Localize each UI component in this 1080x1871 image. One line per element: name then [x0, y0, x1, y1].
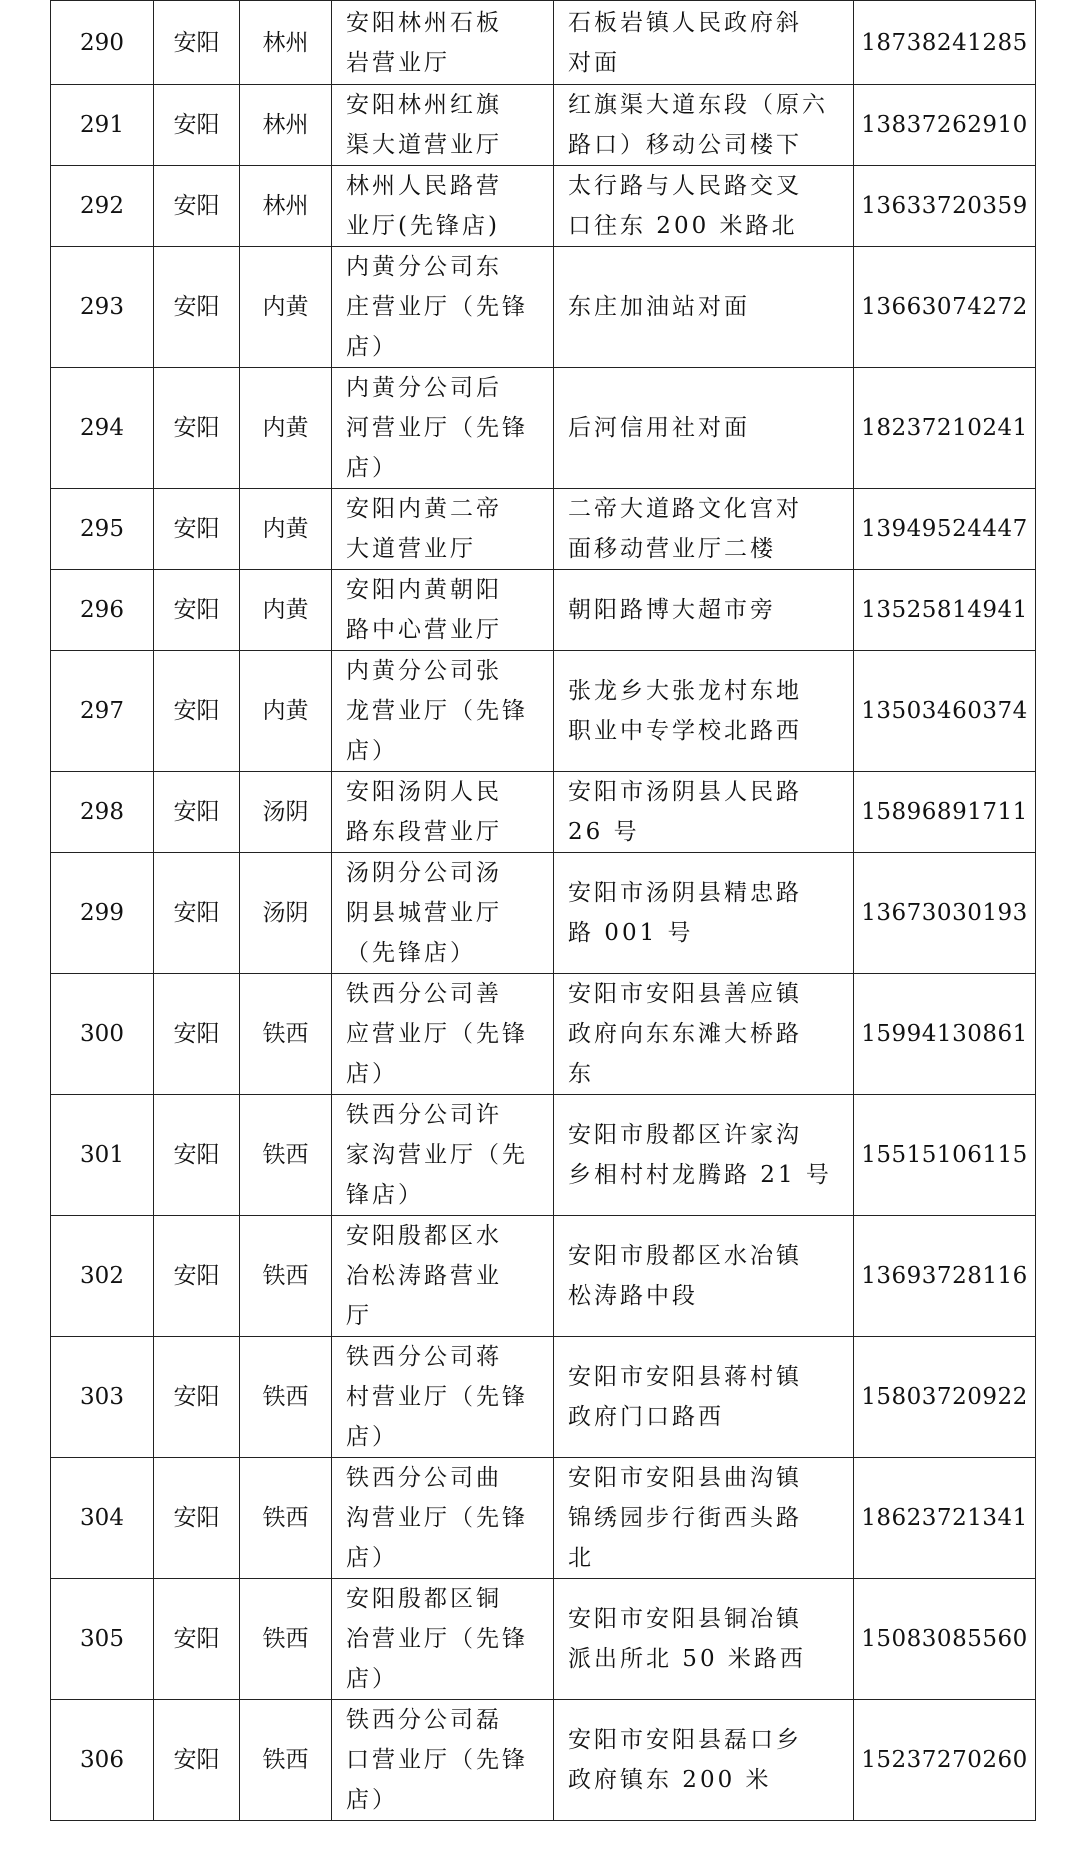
- city-cell: 安阳: [154, 853, 240, 974]
- row-number: 295: [51, 489, 154, 570]
- row-number: 303: [51, 1337, 154, 1458]
- table-row: [51, 1, 1036, 85]
- row-number: 291: [51, 85, 154, 166]
- row-number: 298: [51, 772, 154, 853]
- address-cell: 安阳市殷都区许家沟 乡相村村龙腾路 21 号: [554, 1095, 854, 1216]
- phone-cell: 13673030193: [854, 853, 1036, 974]
- store-name-cell: 铁西分公司许 家沟营业厅（先 锋店）: [332, 1095, 554, 1216]
- county-cell: 铁西: [240, 1458, 332, 1579]
- row-number: 290: [51, 1, 154, 85]
- store-name-cell: 安阳殷都区水 冶松涛路营业 厅: [332, 1216, 554, 1337]
- address-cell: 张龙乡大张龙村东地 职业中专学校北路西: [554, 651, 854, 772]
- phone-cell: 15896891711: [854, 772, 1036, 853]
- store-name-cell: 铁西分公司蒋 村营业厅（先锋 店）: [332, 1337, 554, 1458]
- row-number: 294: [51, 368, 154, 489]
- city-cell: 安阳: [154, 1216, 240, 1337]
- phone-cell: 15515106115: [854, 1095, 1036, 1216]
- phone-cell: 13949524447: [854, 489, 1036, 570]
- store-name-cell: 林州人民路营 业厅(先锋店): [332, 166, 554, 247]
- table-row: [51, 974, 1036, 1095]
- row-number: 304: [51, 1458, 154, 1579]
- address-cell: 安阳市汤阴县人民路 26 号: [554, 772, 854, 853]
- city-cell: 安阳: [154, 489, 240, 570]
- store-name-cell: 安阳内黄朝阳 路中心营业厅: [332, 570, 554, 651]
- phone-cell: 13503460374: [854, 651, 1036, 772]
- store-name-cell: 汤阴分公司汤 阴县城营业厅 （先锋店）: [332, 853, 554, 974]
- city-cell: 安阳: [154, 772, 240, 853]
- city-cell: 安阳: [154, 1, 240, 85]
- row-number: 306: [51, 1700, 154, 1821]
- county-cell: 铁西: [240, 1337, 332, 1458]
- store-name-cell: 铁西分公司善 应营业厅（先锋 店）: [332, 974, 554, 1095]
- table-row: [51, 772, 1036, 853]
- table-body: [51, 1, 1036, 1821]
- table-row: [51, 489, 1036, 570]
- county-cell: 内黄: [240, 570, 332, 651]
- phone-cell: 15994130861: [854, 974, 1036, 1095]
- phone-cell: 15237270260: [854, 1700, 1036, 1821]
- row-number: 299: [51, 853, 154, 974]
- table-row: [51, 570, 1036, 651]
- city-cell: 安阳: [154, 1095, 240, 1216]
- table-row: [51, 1095, 1036, 1216]
- city-cell: 安阳: [154, 974, 240, 1095]
- store-name-cell: 安阳殷都区铜 冶营业厅（先锋 店）: [332, 1579, 554, 1700]
- table-row: [51, 166, 1036, 247]
- address-cell: 安阳市安阳县曲沟镇 锦绣园步行街西头路 北: [554, 1458, 854, 1579]
- phone-cell: 13693728116: [854, 1216, 1036, 1337]
- table-row: [51, 1216, 1036, 1337]
- county-cell: 内黄: [240, 651, 332, 772]
- address-cell: 安阳市安阳县蒋村镇 政府门口路西: [554, 1337, 854, 1458]
- address-cell: 石板岩镇人民政府斜 对面: [554, 1, 854, 85]
- phone-cell: 18623721341: [854, 1458, 1036, 1579]
- table-row: [51, 1458, 1036, 1579]
- store-name-cell: 内黄分公司后 河营业厅（先锋 店）: [332, 368, 554, 489]
- county-cell: 林州: [240, 1, 332, 85]
- row-number: 293: [51, 247, 154, 368]
- address-cell: 红旗渠大道东段（原六 路口）移动公司楼下: [554, 85, 854, 166]
- store-name-cell: 安阳林州红旗 渠大道营业厅: [332, 85, 554, 166]
- address-cell: 安阳市殷都区水冶镇 松涛路中段: [554, 1216, 854, 1337]
- table-row: [51, 247, 1036, 368]
- city-cell: 安阳: [154, 570, 240, 651]
- table-row: [51, 85, 1036, 166]
- address-cell: 东庄加油站对面: [554, 247, 854, 368]
- city-cell: 安阳: [154, 651, 240, 772]
- address-cell: 二帝大道路文化宫对 面移动营业厅二楼: [554, 489, 854, 570]
- row-number: 297: [51, 651, 154, 772]
- address-cell: 太行路与人民路交叉 口往东 200 米路北: [554, 166, 854, 247]
- city-cell: 安阳: [154, 85, 240, 166]
- phone-cell: 13633720359: [854, 166, 1036, 247]
- city-cell: 安阳: [154, 368, 240, 489]
- store-table: [50, 0, 1036, 1821]
- store-name-cell: 铁西分公司磊 口营业厅（先锋 店）: [332, 1700, 554, 1821]
- phone-cell: 18738241285: [854, 1, 1036, 85]
- county-cell: 铁西: [240, 1216, 332, 1337]
- city-cell: 安阳: [154, 166, 240, 247]
- store-name-cell: 安阳内黄二帝 大道营业厅: [332, 489, 554, 570]
- county-cell: 内黄: [240, 247, 332, 368]
- city-cell: 安阳: [154, 247, 240, 368]
- store-name-cell: 安阳林州石板 岩营业厅: [332, 1, 554, 85]
- county-cell: 汤阴: [240, 772, 332, 853]
- county-cell: 内黄: [240, 489, 332, 570]
- address-cell: 安阳市安阳县磊口乡 政府镇东 200 米: [554, 1700, 854, 1821]
- county-cell: 林州: [240, 85, 332, 166]
- row-number: 296: [51, 570, 154, 651]
- row-number: 292: [51, 166, 154, 247]
- county-cell: 铁西: [240, 1579, 332, 1700]
- phone-cell: 15803720922: [854, 1337, 1036, 1458]
- table-row: [51, 1337, 1036, 1458]
- store-name-cell: 安阳汤阴人民 路东段营业厅: [332, 772, 554, 853]
- phone-cell: 13663074272: [854, 247, 1036, 368]
- row-number: 302: [51, 1216, 154, 1337]
- address-cell: 后河信用社对面: [554, 368, 854, 489]
- row-number: 305: [51, 1579, 154, 1700]
- phone-cell: 15083085560: [854, 1579, 1036, 1700]
- address-cell: 朝阳路博大超市旁: [554, 570, 854, 651]
- table-row: [51, 853, 1036, 974]
- city-cell: 安阳: [154, 1700, 240, 1821]
- county-cell: 铁西: [240, 974, 332, 1095]
- phone-cell: 13525814941: [854, 570, 1036, 651]
- table-row: [51, 1579, 1036, 1700]
- county-cell: 内黄: [240, 368, 332, 489]
- county-cell: 铁西: [240, 1700, 332, 1821]
- table-row: [51, 368, 1036, 489]
- table-row: [51, 1700, 1036, 1821]
- store-name-cell: 内黄分公司张 龙营业厅（先锋 店）: [332, 651, 554, 772]
- county-cell: 汤阴: [240, 853, 332, 974]
- city-cell: 安阳: [154, 1458, 240, 1579]
- address-cell: 安阳市安阳县善应镇 政府向东东滩大桥路 东: [554, 974, 854, 1095]
- store-name-cell: 铁西分公司曲 沟营业厅（先锋 店）: [332, 1458, 554, 1579]
- phone-cell: 18237210241: [854, 368, 1036, 489]
- row-number: 301: [51, 1095, 154, 1216]
- store-name-cell: 内黄分公司东 庄营业厅（先锋 店）: [332, 247, 554, 368]
- city-cell: 安阳: [154, 1337, 240, 1458]
- address-cell: 安阳市安阳县铜冶镇 派出所北 50 米路西: [554, 1579, 854, 1700]
- city-cell: 安阳: [154, 1579, 240, 1700]
- phone-cell: 13837262910: [854, 85, 1036, 166]
- row-number: 300: [51, 974, 154, 1095]
- county-cell: 林州: [240, 166, 332, 247]
- address-cell: 安阳市汤阴县精忠路 路 001 号: [554, 853, 854, 974]
- table-row: [51, 651, 1036, 772]
- county-cell: 铁西: [240, 1095, 332, 1216]
